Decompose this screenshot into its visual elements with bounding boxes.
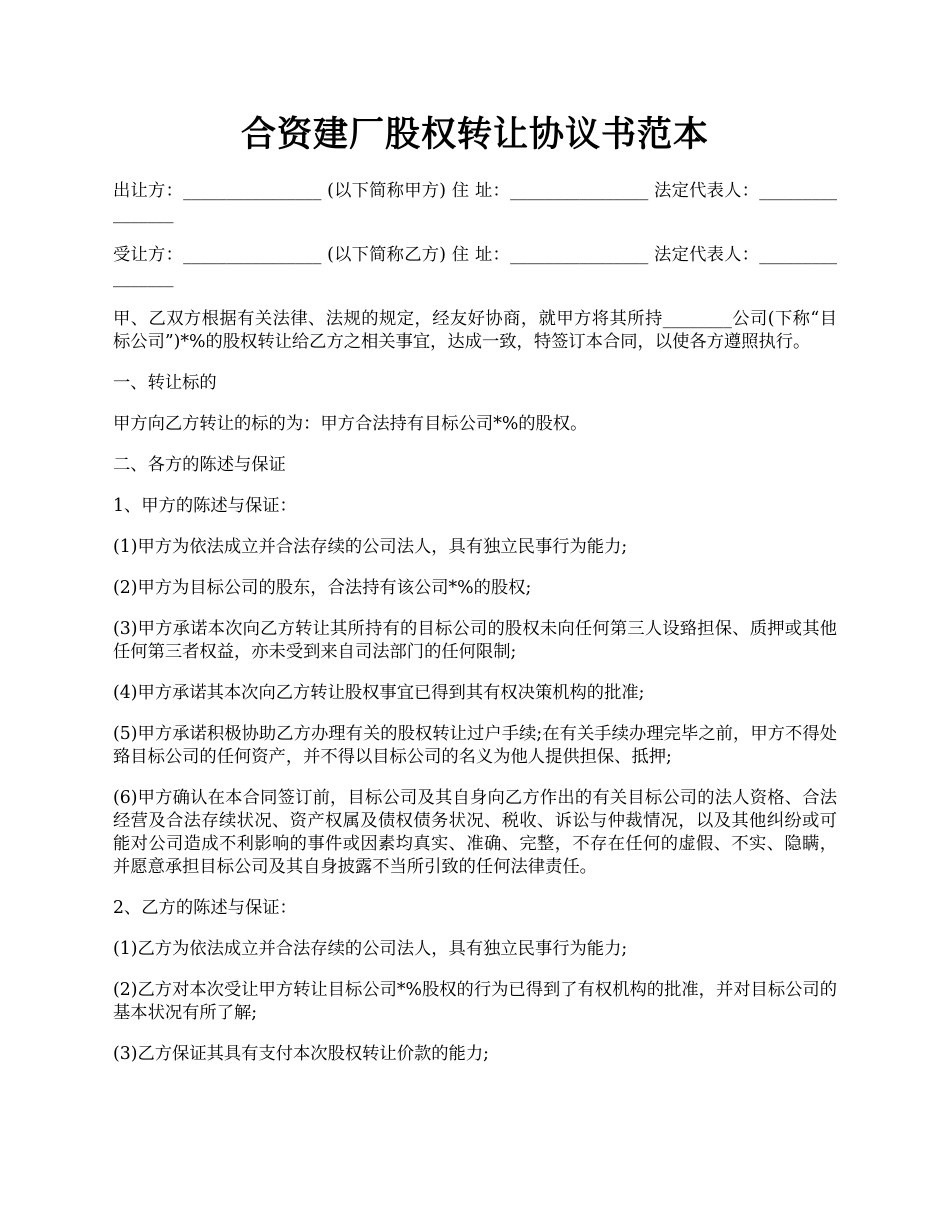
subheading-party-a: 1、甲方的陈述与保证： <box>113 496 297 516</box>
clause-b-1: (1)乙方为依法成立并合法存续的公司法人，具有独立民事行为能力; <box>113 939 628 959</box>
paragraph-transferor: 出让方：________________ (以下简称甲方) 住 址：________________ 法定代表人：________________ <box>113 181 837 224</box>
clause-a-2: (2)甲方为目标公司的股东，合法持有该公司*%的股权; <box>113 578 532 598</box>
clause-a-4: (4)甲方承诺其本次向乙方转让股权事宜已得到其有权决策机构的批准; <box>113 683 645 703</box>
clause-b-2: (2)乙方对本次受让甲方转让目标公司*%股权的行为已得到了有权机构的批准，并对目标公司的基本状况有所了解; <box>113 980 837 1023</box>
section-heading-1: 一、转让标的 <box>113 373 217 393</box>
subheading-party-b: 2、乙方的陈述与保证： <box>113 898 297 918</box>
clause-a-1: (1)甲方为依法成立并合法存续的公司法人，具有独立民事行为能力; <box>113 537 628 557</box>
document-title: 合资建厂股权转让协议书范本 <box>240 114 709 155</box>
paragraph-subject: 甲方向乙方转让的标的为：甲方合法持有目标公司*%的股权。 <box>113 414 588 434</box>
clause-b-3: (3)乙方保证其具有支付本次股权转让价款的能力; <box>113 1044 489 1064</box>
clause-a-3: (3)甲方承诺本次向乙方转让其所持有的目标公司的股权未向任何第三人设臵担保、质押或其他任何第三者权益，亦未受到来自司法部门的任何限制; <box>113 619 837 662</box>
paragraph-preamble: 甲、乙双方根据有关法律、法规的规定，经友好协商，就甲方将其所持________公司(下称“目标公司”)*%的股权转让给乙方之相关事宜，达成一致，特签订本合同，以使各方遵照执行。 <box>113 309 837 352</box>
clause-a-5: (5)甲方承诺积极协助乙方办理有关的股权转让过户手续;在有关手续办理完毕之前，甲方不得处臵目标公司的任何资产，并不得以目标公司的名义为他人提供担保、抵押; <box>113 724 837 767</box>
document-body <box>113 180 837 1084</box>
paragraph-transferee: 受让方：________________ (以下简称乙方) 住 址：________________ 法定代表人：________________ <box>113 245 837 288</box>
clause-a-6: (6)甲方确认在本合同签订前，目标公司及其自身向乙方作出的有关目标公司的法人资格、合法经营及合法存续状况、资产权属及债权债务状况、税收、诉讼与仲裁情况，以及其他纠纷或可能对公司造成不利影响的事件或因素均真实、准确、完整，不存在任何的虚假、不实、隐瞒，并愿意承担目标公司及其自身披露不当所引致的任何法律责任。 <box>113 788 837 877</box>
section-heading-2: 二、各方的陈述与保证 <box>113 455 286 475</box>
